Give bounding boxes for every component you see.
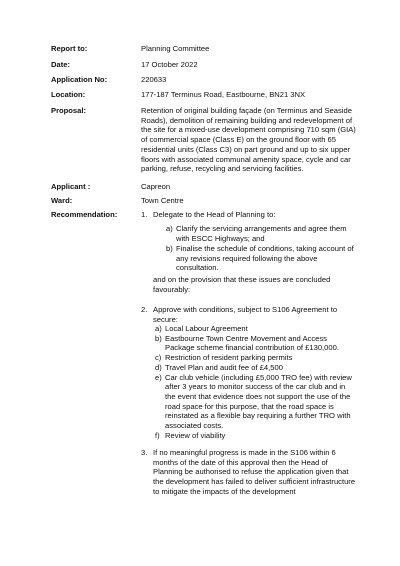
rec-item-3-line: the development has failed to deliver sufficient infrastructure: [153, 477, 356, 487]
subitem-line: Review of viability: [165, 430, 226, 440]
location-value: 177-187 Terminus Road, Eastbourne, BN21 3NX: [141, 90, 306, 99]
subitem-line: Finalise the schedule of conditions, taking account of: [176, 244, 354, 253]
subitem-line: Local Labour Agreement: [165, 324, 248, 333]
proposal-line: parking, refuse, recycling and servicing facilities.: [141, 164, 304, 174]
report-to-value: Planning Committee: [141, 44, 210, 53]
subitem-line: after 3 years to monitor success of the car club and in: [165, 382, 346, 392]
recommendation-row: [51, 210, 380, 220]
subitem-line: Clarify the servicing arrangements and agree them: [176, 224, 347, 233]
proposal-label: Proposal:: [51, 106, 87, 115]
subitem-line: the event that evidence does not support the use of the: [165, 391, 351, 401]
proviso-line: favourably:: [153, 284, 191, 294]
applicant-value: Capreon: [141, 182, 171, 191]
rec-item-2: [51, 305, 380, 325]
subitem-line: Restriction of resident parking permits: [165, 353, 293, 363]
ward-row: [51, 196, 380, 206]
subitem-line: consultation.: [176, 263, 219, 273]
rec-item-2-line: secure:: [153, 314, 178, 324]
subitem-letter: c): [155, 353, 162, 363]
subitem-line: Package scheme financial contribution of £130,000.: [165, 343, 339, 353]
application-no-row: [51, 75, 380, 85]
subitem-letter: a): [155, 324, 162, 333]
rec-item-1-text: Delegate to the Head of Planning to:: [153, 210, 276, 219]
subitem-line: Travel Plan and audit fee of £4,500: [165, 362, 283, 372]
rec-item-3: [51, 448, 380, 500]
proposal-line: the site for a mixed-use development comprising 710 sqm (GIA): [141, 125, 356, 135]
date-value: 17 October 2022: [141, 60, 198, 69]
rec-item-3-line: Planning be authorised to refuse the application given that: [153, 467, 349, 477]
proposal-line: Roads), demolition of remaining building and redevelopment of: [141, 115, 353, 125]
rec-item-1-number: 1.: [141, 210, 148, 219]
proposal-line: residential units (Class C3) on part ground and up to six upper: [141, 144, 350, 154]
proposal-line: of commercial space (Class E) on the ground floor with 65: [141, 135, 336, 145]
date-row: [51, 60, 380, 70]
report-to-label: Report to:: [51, 44, 88, 53]
proposal-line: Retention of original building façade (on Terminus and Seaside: [141, 106, 352, 115]
subitem-line: any revisions required following the above: [176, 253, 318, 263]
ward-value: Town Centre: [141, 196, 184, 205]
proposal-line: floors with associated communal amenity space, cycle and car: [141, 154, 351, 164]
rec-item-2-subitems: [51, 324, 380, 444]
rec-item-3-number: 3.: [141, 448, 148, 457]
application-no-label: Application No:: [51, 75, 108, 84]
subitem-line: road space for this purpose, that the road space is: [165, 401, 334, 411]
rec-item-2-line: Approve with conditions, subject to S106 Agreement to: [153, 305, 338, 314]
date-label: Date:: [51, 60, 70, 69]
proviso-line: and on the provision that these issues are concluded: [153, 275, 331, 284]
proposal-text: [141, 106, 373, 174]
report-to-row: [51, 44, 380, 54]
rec-item-1-proviso: [51, 275, 380, 295]
applicant-row: [51, 182, 380, 192]
proposal-row: [51, 106, 380, 176]
ward-label: Ward:: [51, 196, 73, 205]
subitem-line: Car club vehicle (including £5,000 TRO fee) with review: [165, 372, 352, 382]
rec-item-3-line: If no meaningful progress is made in the S106 within 6: [153, 448, 336, 457]
subitem-letter: d): [155, 362, 162, 372]
subitem-line: with ESCC Highways; and: [176, 233, 265, 243]
subitem-letter: b): [155, 333, 162, 343]
subitem-line: associated costs.: [165, 421, 224, 431]
rec-item-3-line: months of the date of this approval then the Head of: [153, 457, 328, 467]
rec-item-2-number: 2.: [141, 305, 148, 314]
subitem-letter: b): [166, 244, 173, 253]
location-label: Location:: [51, 90, 86, 99]
location-row: [51, 90, 380, 100]
subitem-letter: e): [155, 372, 162, 382]
subitem-letter: a): [166, 224, 173, 233]
subitem-line: reinstated as a flexible bay requiring a further TRO with: [165, 411, 351, 421]
subitem-letter: f): [155, 430, 160, 440]
subitem-line: Eastbourne Town Centre Movement and Access: [165, 333, 327, 343]
recommendation-label: Recommendation:: [51, 210, 118, 219]
applicant-label: Applicant :: [51, 182, 91, 191]
rec-item-3-line: to mitigate the impacts of the development: [153, 486, 296, 496]
application-no-value: 220633: [141, 75, 167, 84]
